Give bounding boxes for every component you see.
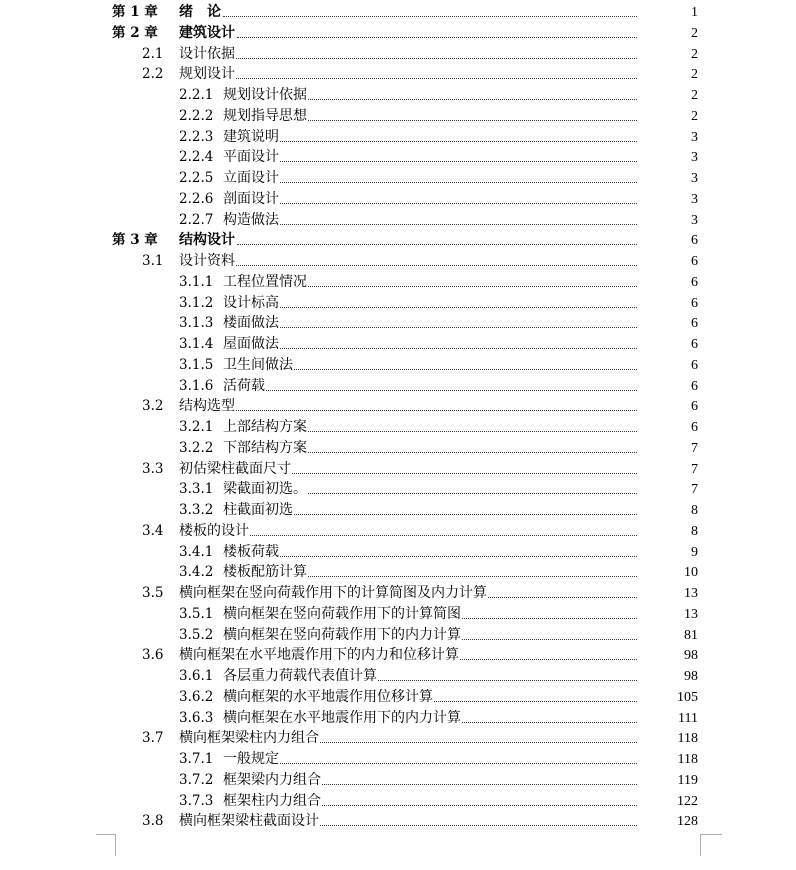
toc-entry-number: 2.1: [142, 45, 164, 62]
page-corner-mark-left: [95, 834, 116, 856]
toc-entry-page-number: 3: [691, 212, 698, 228]
toc-entry-title: 梁截面初选。: [223, 481, 307, 498]
toc-entry-page-number: 98: [684, 648, 698, 664]
toc-dot-leader: [237, 244, 637, 245]
toc-chapter-row[interactable]: [0, 23, 796, 44]
toc-entry-number: 3.6.3: [179, 709, 214, 726]
toc-subsection-row[interactable]: [0, 749, 796, 770]
toc-dot-leader: [308, 99, 637, 100]
toc-dot-leader: [308, 286, 637, 287]
toc-entry-title: 框架梁内力组合: [223, 771, 321, 788]
toc-dot-leader: [250, 535, 637, 536]
toc-entry-number: 2.2.2: [179, 107, 214, 124]
toc-dot-leader: [462, 618, 637, 619]
toc-entry-page-number: 2: [691, 25, 698, 41]
toc-entry-page-number: 7: [691, 482, 698, 498]
toc-entry-title: 规划设计依据: [223, 87, 307, 103]
toc-entry-title: 建筑说明: [223, 128, 279, 145]
toc-dot-leader: [280, 348, 637, 349]
toc-entry-title: 结构设计: [179, 232, 235, 249]
toc-entry-title: 卫生间做法: [223, 356, 293, 373]
toc-entry-page-number: 128: [677, 814, 698, 830]
toc-section-row[interactable]: [0, 521, 796, 542]
toc-dot-leader: [322, 805, 637, 806]
toc-entry-title: 楼板配筋计算: [223, 564, 307, 581]
toc-dot-leader: [294, 369, 637, 370]
toc-subsection-row[interactable]: [0, 479, 796, 500]
toc-subsection-row[interactable]: [0, 210, 796, 231]
toc-entry-number: 3.2.1: [179, 419, 214, 435]
toc-subsection-row[interactable]: [0, 168, 796, 189]
toc-entry-page-number: 98: [684, 669, 698, 684]
page-corner-mark-right: [700, 834, 721, 856]
toc-dot-leader: [280, 556, 637, 557]
toc-entry-title: 横向框架的水平地震作用位移计算: [223, 688, 433, 705]
toc-entry-title: 楼板荷载: [223, 543, 279, 560]
toc-dot-leader: [308, 452, 637, 453]
toc-entry-number: 3.3.2: [179, 502, 214, 518]
toc-entry-page-number: 119: [677, 772, 698, 788]
toc-subsection-row[interactable]: [0, 334, 796, 355]
toc-entry-title: 下部结构方案: [223, 439, 307, 456]
toc-dot-leader: [488, 597, 637, 598]
toc-entry-number: 3.7.1: [179, 751, 214, 767]
toc-entry-number: 3.1: [142, 253, 164, 269]
toc-entry-page-number: 2: [691, 108, 698, 124]
toc-section-row[interactable]: [0, 459, 796, 480]
toc-entry-page-number: 6: [691, 399, 698, 415]
toc-entry-number: 3.5.2: [179, 626, 214, 643]
toc-section-row[interactable]: [0, 728, 796, 749]
toc-entry-title: 上部结构方案: [223, 419, 307, 435]
toc-entry-page-number: 122: [677, 793, 698, 809]
toc-dot-leader: [280, 224, 637, 225]
toc-entry-number: 3.7: [142, 730, 164, 747]
toc-entry-title: 柱截面初选: [223, 502, 293, 518]
toc-dot-leader: [280, 327, 637, 328]
toc-subsection-row[interactable]: [0, 791, 796, 812]
toc-dot-leader: [294, 514, 637, 515]
toc-entry-number: 3.8: [142, 813, 164, 830]
toc-subsection-row[interactable]: [0, 417, 796, 438]
toc-entry-page-number: 6: [691, 316, 698, 332]
toc-section-row[interactable]: [0, 44, 796, 65]
toc-section-row[interactable]: [0, 811, 796, 832]
toc-entry-page-number: 3: [691, 150, 698, 166]
toc-entry-page-number: 2: [691, 46, 698, 62]
toc-dot-leader: [308, 431, 637, 432]
toc-dot-leader: [292, 473, 637, 474]
toc-subsection-row[interactable]: [0, 438, 796, 459]
toc-entry-number: 2.2.1: [179, 87, 214, 103]
toc-entry-title: 绪 论: [179, 4, 221, 20]
toc-entry-page-number: 6: [691, 295, 698, 311]
toc-entry-title: 剖面设计: [223, 190, 279, 207]
toc-entry-title: 建筑设计: [179, 24, 235, 41]
toc-entry-number: 3.4: [142, 522, 164, 539]
toc-entry-title: 立面设计: [223, 170, 279, 186]
toc-entry-number: 3.7.3: [179, 792, 214, 809]
page-corner-mark-left-horizontal: [96, 834, 116, 835]
toc-subsection-row[interactable]: [0, 770, 796, 791]
toc-entry-page-number: 81: [684, 627, 698, 643]
toc-entry-page-number: 1: [691, 5, 698, 20]
toc-entry-page-number: 6: [691, 233, 698, 249]
toc-dot-leader: [378, 680, 637, 681]
toc-entry-title: 各层重力荷载代表值计算: [223, 668, 377, 684]
toc-subsection-row[interactable]: [0, 708, 796, 729]
toc-dot-leader: [308, 576, 637, 577]
toc-subsection-row[interactable]: [0, 355, 796, 376]
toc-entry-title: 楼板的设计: [179, 522, 249, 539]
toc-entry-page-number: 3: [691, 129, 698, 145]
toc-subsection-row[interactable]: [0, 147, 796, 168]
toc-entry-title: 横向框架在水平地震作用下的内力和位移计算: [179, 647, 459, 664]
toc-dot-leader: [236, 78, 637, 79]
toc-entry-page-number: 6: [691, 420, 698, 435]
toc-entry-number: 3.4.1: [179, 543, 214, 560]
toc-dot-leader: [236, 265, 637, 266]
toc-entry-number: 3.2: [142, 398, 164, 415]
toc-entry-number: 3.7.2: [179, 771, 214, 788]
toc-entry-page-number: 6: [691, 378, 698, 394]
toc-entry-number: 2.2.3: [179, 128, 214, 145]
toc-dot-leader: [320, 742, 637, 743]
toc-entry-number: 3.1.6: [179, 377, 214, 394]
toc-entry-page-number: 2: [691, 88, 698, 103]
toc-entry-page-number: 3: [691, 171, 698, 186]
toc-entry-page-number: 6: [691, 274, 698, 290]
toc-entry-title: 横向框架梁柱截面设计: [179, 813, 319, 830]
toc-entry-number: 第 1 章: [112, 4, 158, 20]
toc-subsection-row[interactable]: [0, 189, 796, 210]
toc-entry-title: 构造做法: [223, 211, 279, 228]
toc-entry-number: 2.2: [142, 66, 164, 83]
toc-entry-page-number: 3: [691, 191, 698, 207]
toc-entry-page-number: 118: [677, 731, 698, 747]
toc-entry-page-number: 7: [691, 461, 698, 477]
toc-entry-title: 活荷载: [223, 377, 265, 394]
toc-subsection-row[interactable]: [0, 376, 796, 397]
toc-entry-number: 3.1.2: [179, 294, 214, 311]
toc-entry-page-number: 13: [684, 606, 698, 622]
toc-entry-title: 屋面做法: [223, 336, 279, 352]
toc-dot-leader: [280, 182, 637, 183]
toc-dot-leader: [237, 37, 637, 38]
toc-entry-page-number: 7: [691, 440, 698, 456]
toc-dot-leader: [266, 390, 637, 391]
toc-dot-leader: [308, 120, 637, 121]
toc-entry-page-number: 105: [677, 689, 698, 705]
toc-subsection-row[interactable]: [0, 562, 796, 583]
toc-entry-number: 2.2.6: [179, 190, 214, 207]
toc-entry-number: 3.4.2: [179, 564, 214, 581]
toc-entry-title: 工程位置情况: [223, 273, 307, 290]
toc-dot-leader: [320, 825, 637, 826]
toc-section-row[interactable]: [0, 64, 796, 85]
toc-chapter-row[interactable]: [0, 2, 796, 23]
page-corner-mark-right-horizontal: [700, 834, 722, 835]
toc-entry-number: 3.2.2: [179, 439, 214, 456]
toc-dot-leader: [223, 16, 637, 17]
toc-entry-title: 横向框架梁柱内力组合: [179, 730, 319, 747]
toc-entry-number: 3.5: [142, 585, 164, 601]
toc-entry-number: 2.2.7: [179, 211, 214, 228]
toc-entry-number: 3.1.4: [179, 336, 214, 352]
toc-entry-page-number: 13: [684, 586, 698, 601]
toc-subsection-row[interactable]: [0, 500, 796, 521]
toc-entry-title: 设计资料: [179, 253, 235, 269]
toc-entry-page-number: 10: [684, 565, 698, 581]
toc-entry-title: 横向框架在水平地震作用下的内力计算: [223, 709, 461, 726]
toc-dot-leader: [322, 784, 637, 785]
toc-entry-number: 2.2.5: [179, 170, 214, 186]
toc-dot-leader: [280, 141, 637, 142]
toc-entry-title: 横向框架在竖向荷载作用下的计算简图: [223, 605, 461, 622]
toc-section-row[interactable]: [0, 396, 796, 417]
toc-dot-leader: [236, 58, 637, 59]
toc-entry-page-number: 111: [678, 710, 698, 726]
toc-entry-title: 一般规定: [223, 751, 279, 767]
toc-entry-number: 3.6.1: [179, 668, 214, 684]
toc-entry-number: 3.6: [142, 647, 164, 664]
toc-section-row[interactable]: [0, 251, 796, 272]
toc-entry-page-number: 2: [691, 67, 698, 83]
toc-entry-title: 楼面做法: [223, 315, 279, 332]
toc-section-row[interactable]: [0, 583, 796, 604]
toc-entry-number: 3.3.1: [179, 481, 214, 498]
toc-dot-leader: [280, 307, 637, 308]
toc-entry-title: 设计依据: [179, 45, 235, 62]
toc-entry-page-number: 8: [691, 523, 698, 539]
toc-entry-title: 规划设计: [179, 66, 235, 83]
toc-dot-leader: [280, 161, 637, 162]
toc-entry-number: 第 3 章: [112, 232, 158, 249]
toc-entry-number: 2.2.4: [179, 149, 214, 166]
toc-entry-number: 第 2 章: [112, 24, 158, 41]
toc-dot-leader: [434, 701, 637, 702]
toc-entry-page-number: 6: [691, 254, 698, 269]
toc-section-row[interactable]: [0, 645, 796, 666]
toc-entry-page-number: 6: [691, 337, 698, 352]
toc-subsection-row[interactable]: [0, 293, 796, 314]
toc-entry-title: 初估梁柱截面尺寸: [179, 460, 291, 477]
toc-subsection-row[interactable]: [0, 604, 796, 625]
toc-entry-title: 横向框架在竖向荷载作用下的计算简图及内力计算: [179, 585, 487, 601]
toc-dot-leader: [280, 763, 637, 764]
toc-dot-leader: [280, 203, 637, 204]
toc-subsection-row[interactable]: [0, 106, 796, 127]
toc-entry-number: 3.6.2: [179, 688, 214, 705]
toc-entry-number: 3.5.1: [179, 605, 214, 622]
toc-subsection-row[interactable]: [0, 127, 796, 148]
toc-entry-page-number: 6: [691, 357, 698, 373]
toc-subsection-row[interactable]: [0, 625, 796, 646]
toc-subsection-row[interactable]: [0, 687, 796, 708]
toc-subsection-row[interactable]: [0, 666, 796, 687]
toc-dot-leader: [462, 639, 637, 640]
toc-entry-title: 平面设计: [223, 149, 279, 166]
toc-entry-title: 框架柱内力组合: [223, 792, 321, 809]
toc-entry-page-number: 118: [677, 752, 698, 767]
toc-entry-number: 3.1.3: [179, 315, 214, 332]
toc-dot-leader: [462, 722, 637, 723]
toc-entry-number: 3.3: [142, 460, 164, 477]
toc-dot-leader: [308, 493, 637, 494]
toc-entry-number: 3.1.1: [179, 273, 214, 290]
toc-entry-title: 规划指导思想: [223, 107, 307, 124]
toc-subsection-row[interactable]: [0, 542, 796, 563]
toc-entry-number: 3.1.5: [179, 356, 214, 373]
toc-entry-title: 设计标高: [223, 294, 279, 311]
toc-chapter-row[interactable]: [0, 230, 796, 251]
toc-subsection-row[interactable]: [0, 313, 796, 334]
toc-entry-page-number: 8: [691, 503, 698, 518]
toc-subsection-row[interactable]: [0, 272, 796, 293]
toc-entry-title: 横向框架在竖向荷载作用下的内力计算: [223, 626, 461, 643]
toc-dot-leader: [236, 410, 637, 411]
toc-dot-leader: [460, 659, 637, 660]
toc-entry-title: 结构选型: [179, 398, 235, 415]
toc-entry-page-number: 9: [691, 544, 698, 560]
toc-subsection-row[interactable]: [0, 85, 796, 106]
